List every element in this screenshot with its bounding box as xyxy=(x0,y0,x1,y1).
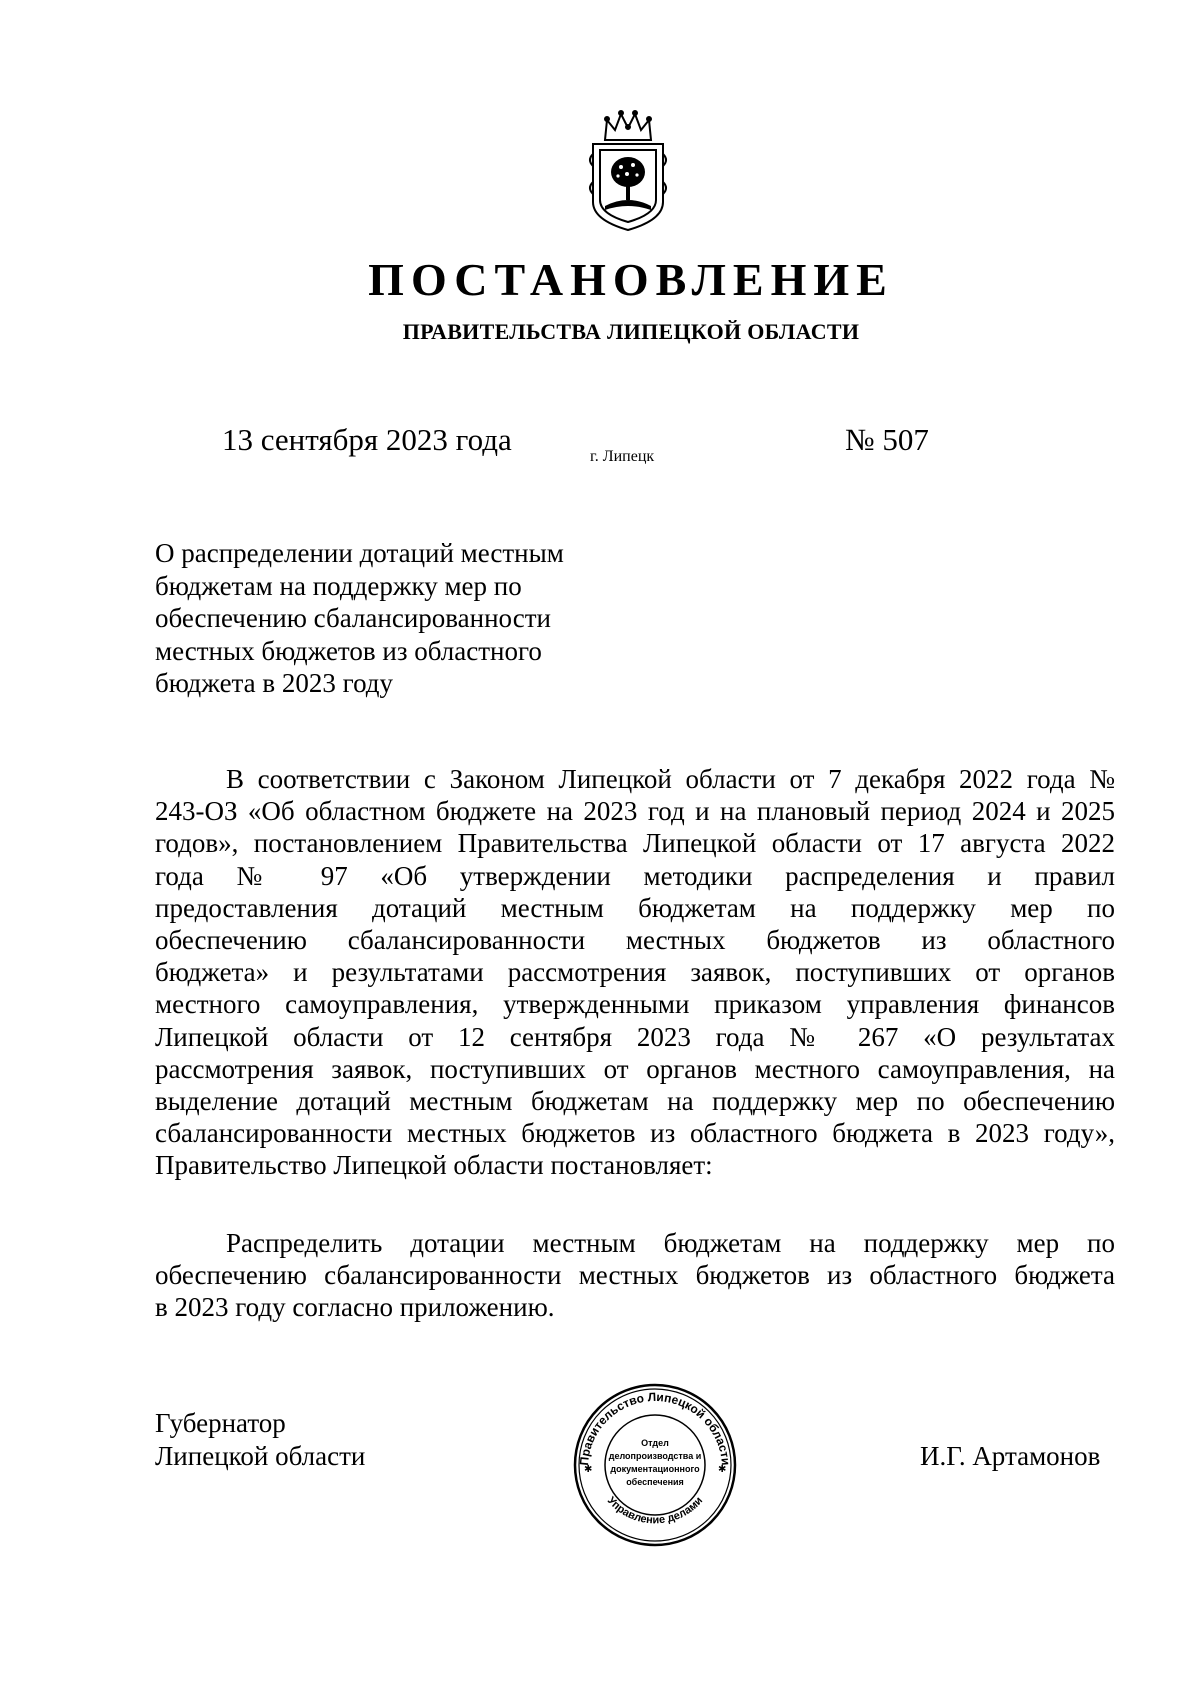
paragraph-line: рассмотрения заявок, поступивших от органов местного самоуправления, на xyxy=(155,1053,1115,1084)
document-subtitle: ПРАВИТЕЛЬСТВА ЛИПЕЦКОЙ ОБЛАСТИ xyxy=(402,319,860,344)
seal-center-line: делопроизводства и xyxy=(608,1451,702,1461)
paragraph-line: В соответствии с Законом Липецкой области от 7 декабря 2022 года № xyxy=(226,764,1115,794)
document-number: № 507 xyxy=(845,422,929,457)
paragraph-line: 243-ОЗ «Об областном бюджете на 2023 год и на плановый период 2024 и 2025 xyxy=(155,796,1115,827)
paragraph-line: предоставления дотаций местным бюджетам на поддержку мер по xyxy=(155,892,1115,923)
paragraph-line: обеспечению сбалансированности местных бюджетов из областного бюджета xyxy=(155,1260,1115,1291)
subject-line: бюджетам на поддержку мер по xyxy=(155,570,522,601)
signer-name: И.Г. Артамонов xyxy=(920,1441,1101,1471)
star-icon: ✱ xyxy=(584,1464,593,1475)
paragraph-line: Липецкой области от 12 сентября 2023 года № 267 «О результатах xyxy=(155,1021,1115,1052)
document-date: 13 сентября 2023 года xyxy=(222,422,512,457)
paragraph-line: местного самоуправления, утвержденными приказом управления финансов xyxy=(155,989,1115,1020)
seal-center-line: обеспечения xyxy=(626,1477,684,1487)
paragraph-line: года № 97 «Об утверждении методики распределения и правил xyxy=(155,860,1115,891)
official-seal-stamp xyxy=(570,1380,740,1550)
paragraph-line: годов», постановлением Правительства Липецкой области от 17 августа 2022 xyxy=(155,828,1115,859)
preamble-paragraph xyxy=(155,763,1115,1181)
resolution-paragraph xyxy=(155,1227,1115,1324)
subject-line: бюджета в 2023 году xyxy=(155,668,394,698)
signer-position-line: Губернатор xyxy=(155,1408,286,1438)
document-title: ПОСТАНОВЛЕНИЕ xyxy=(368,254,894,305)
star-icon: ✱ xyxy=(718,1464,727,1475)
subject-line: О распределении дотаций местным xyxy=(155,538,564,568)
paragraph-line: бюджета» и результатами рассмотрения заявок, поступивших от органов xyxy=(155,957,1115,988)
document-subject xyxy=(155,537,625,700)
paragraph-line: в 2023 году согласно приложению. xyxy=(155,1292,555,1323)
signer-position-line: Липецкой области xyxy=(155,1441,366,1471)
paragraph-line: Правительство Липецкой области постановляет: xyxy=(155,1150,713,1181)
seal-center-line: Отдел xyxy=(641,1438,669,1448)
signer-position xyxy=(155,1407,365,1473)
paragraph-line: Распределить дотации местным бюджетам на поддержку мер по xyxy=(226,1228,1115,1258)
seal-outer-text: Правительство Липецкой области xyxy=(576,1389,734,1466)
coat-of-arms-icon xyxy=(585,110,671,232)
seal-bottom-text: Управление делами xyxy=(604,1494,706,1527)
document-place: г. Липецк xyxy=(590,448,655,465)
paragraph-line: сбалансированности местных бюджетов из областного бюджета в 2023 году», xyxy=(155,1118,1115,1149)
svg-text:Управление делами xyxy=(605,1495,705,1527)
paragraph-line: обеспечению сбалансированности местных бюджетов из областного xyxy=(155,924,1115,955)
subject-line: местных бюджетов из областного xyxy=(155,635,542,666)
subject-line: обеспечению сбалансированности xyxy=(155,603,551,633)
paragraph-line: выделение дотаций местным бюджетам на поддержку мер по обеспечению xyxy=(155,1085,1115,1116)
seal-center-line: документационного xyxy=(610,1464,700,1474)
